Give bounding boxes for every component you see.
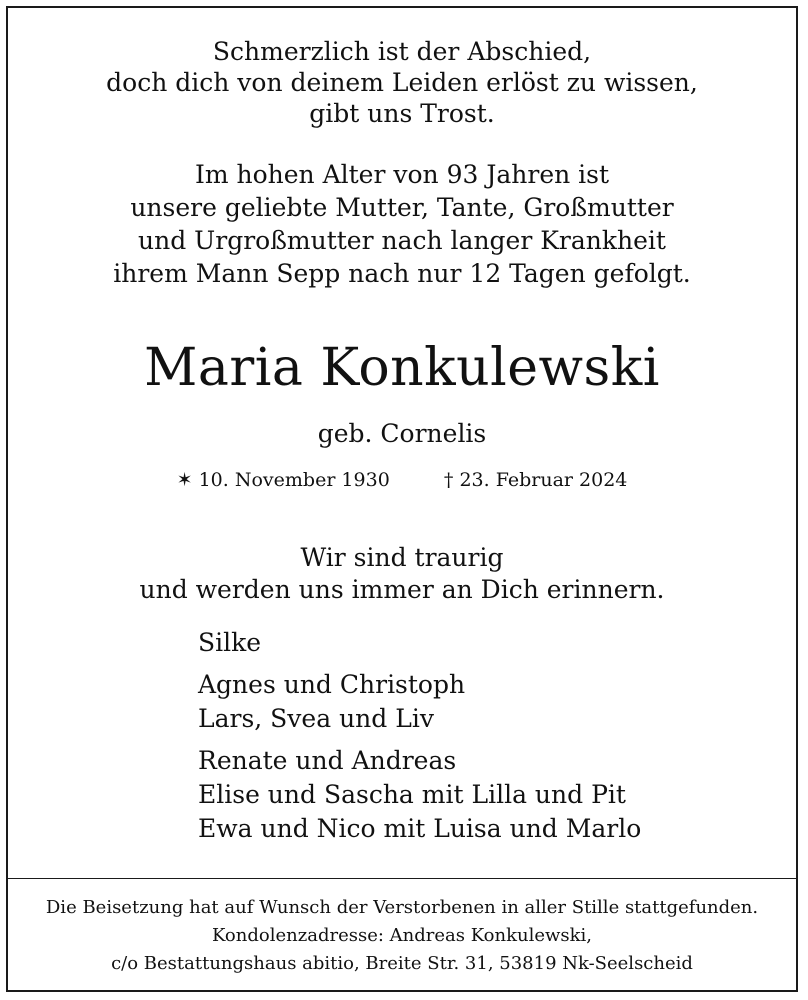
- life-dates: [8, 466, 796, 494]
- footer-notice: [8, 894, 796, 978]
- mourning-text: [8, 542, 796, 606]
- family-member: Ewa und Nico mit Luisa und Marlo: [198, 814, 642, 843]
- birth-date: 10. November 1930: [198, 469, 390, 491]
- verse-line: Schmerzlich ist der Abschied,: [212, 37, 592, 66]
- maiden-name: geb. Cornelis: [317, 419, 487, 448]
- verse-line: gibt uns Trost.: [309, 99, 495, 128]
- announcement-line: ihrem Mann Sepp nach nur 12 Tagen gefolgt.: [113, 259, 691, 288]
- mourning-line: Wir sind traurig: [300, 543, 504, 572]
- family-member: Silke: [198, 628, 262, 657]
- family-group: [198, 668, 641, 736]
- announcement-line: Im hohen Alter von 93 Jahren ist: [194, 160, 610, 189]
- birth-star-icon: ✶: [176, 469, 193, 491]
- family-member: Elise und Sascha mit Lilla und Pit: [198, 780, 626, 809]
- footer-divider: [8, 878, 796, 879]
- family-member: Lars, Svea und Liv: [198, 704, 434, 733]
- family-member: Renate und Andreas: [198, 746, 457, 775]
- death-date: 23. Februar 2024: [459, 469, 628, 491]
- family-member: Agnes und Christoph: [198, 670, 466, 699]
- family-list: [198, 626, 641, 854]
- family-group: [198, 744, 641, 846]
- announcement-line: unsere geliebte Mutter, Tante, Großmutter: [130, 193, 674, 222]
- death-cross-icon: †: [443, 469, 454, 491]
- footer-line: Kondolenzadresse: Andreas Konkulewski,: [211, 925, 593, 946]
- verse-line: doch dich von deinem Leiden erlöst zu wissen,: [106, 68, 698, 97]
- announcement: [8, 158, 796, 290]
- family-group: [198, 626, 641, 660]
- footer-line: c/o Bestattungshaus abitio, Breite Str. 31, 53819 Nk-Seelscheid: [111, 953, 693, 974]
- verse: [8, 36, 796, 129]
- obituary-frame: [6, 6, 798, 992]
- mourning-line: und werden uns immer an Dich erinnern.: [139, 575, 665, 604]
- footer-line: Die Beisetzung hat auf Wunsch der Verstorbenen in aller Stille stattgefunden.: [45, 897, 759, 918]
- deceased-name: Maria Konkulewski: [144, 338, 660, 398]
- announcement-line: und Urgroßmutter nach langer Krankheit: [138, 226, 666, 255]
